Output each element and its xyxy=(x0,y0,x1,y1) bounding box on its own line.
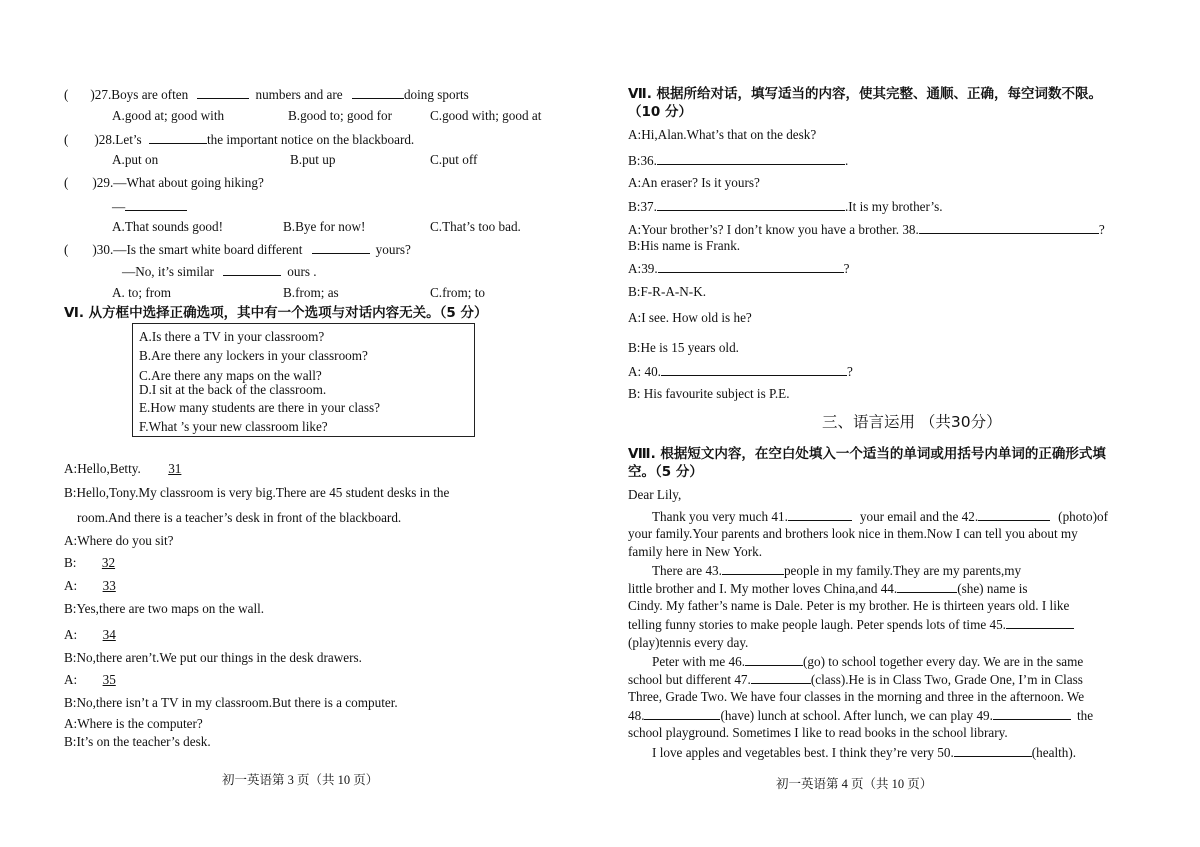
blank-42[interactable] xyxy=(978,508,1050,521)
dialog-line: A:Where do you sit? xyxy=(64,533,174,548)
blank-38[interactable] xyxy=(919,221,1099,234)
answer-blank[interactable] xyxy=(125,198,187,211)
blank-39[interactable] xyxy=(658,260,844,273)
passage-line: Cindy. My father’s name is Dale. Peter is my brother. He is thirteen years old. I like xyxy=(628,598,1070,613)
answer-blank[interactable] xyxy=(223,263,281,276)
blank-36[interactable] xyxy=(657,152,845,165)
dialog-line: room.And there is a teacher’s desk in front of the blackboard. xyxy=(77,510,402,525)
blank-46[interactable] xyxy=(745,653,803,666)
dialog-line: A: 35 xyxy=(64,672,141,688)
option-b: B.good to; good for xyxy=(288,108,393,123)
dialog-line: B:His name is Frank. xyxy=(628,238,741,253)
blank-34[interactable]: 34 xyxy=(102,627,116,642)
section-6-title: Ⅵ. 从方框中选择正确选项，其中有一个选项与对话内容无关。（5 分） xyxy=(64,305,488,321)
box-option-f: F.What ’s your new classroom like? xyxy=(139,419,328,434)
dialog-line: A:Hi,Alan.What’s that on the desk? xyxy=(628,127,817,142)
answer-blank[interactable] xyxy=(197,86,249,99)
passage-line: Three, Grade Two. We have four classes in the morning and three in the afternoon. We xyxy=(628,689,1085,704)
passage-line: Thank you very much 41. your email and the 42. (photo)of xyxy=(652,509,1108,524)
option-c: C.from; to xyxy=(430,285,485,300)
q27-stem: ( )27.Boys are often numbers and are doing sports xyxy=(64,87,469,102)
passage-line: There are 43. people in my family.They are my parents,my xyxy=(652,563,1022,578)
box-option-a: A.Is there a TV in your classroom? xyxy=(139,329,325,344)
passage-line: school playground. Sometimes I like to read books in the school library. xyxy=(628,725,1008,740)
dialog-line: B:It’s on the teacher’s desk. xyxy=(64,734,211,749)
dialog-line: B:Hello,Tony.My classroom is very big.There are 45 student desks in the xyxy=(64,485,450,500)
passage-line: telling funny stories to make people laugh. Peter spends lots of time 45. xyxy=(628,616,1074,633)
dialog-line: B:No,there aren’t.We put our things in the desk drawers. xyxy=(64,650,362,665)
dialog-line: A:39. ? xyxy=(628,261,850,276)
passage-line: Peter with me 46. (go) to school together every day. We are in the same xyxy=(652,654,1084,669)
q30-line2: —No, it’s similar ours . xyxy=(122,264,317,279)
box-option-e: E.How many students are there in your class? xyxy=(139,400,380,415)
option-b: B.put up xyxy=(290,152,336,167)
q30-stem: ( )30.—Is the smart white board different yours? xyxy=(64,242,411,257)
answer-blank[interactable] xyxy=(149,131,207,144)
blank-31[interactable]: 31 xyxy=(168,461,182,476)
dialog-line: B:36. . xyxy=(628,153,849,168)
dialog-line: B:Yes,there are two maps on the wall. xyxy=(64,601,265,616)
answer-blank[interactable] xyxy=(352,86,404,99)
option-a: A.That sounds good! xyxy=(112,219,223,234)
passage-line: (play)tennis every day. xyxy=(628,635,749,650)
box-option-d: D.I sit at the back of the classroom. xyxy=(139,382,327,397)
passage-line: I love apples and vegetables best. I think they’re very 50. (health). xyxy=(652,745,1077,760)
blank-40[interactable] xyxy=(661,363,847,376)
page-footer: 初一英语第 3 页（共 10 页） xyxy=(222,773,379,787)
blank-47[interactable] xyxy=(751,671,811,684)
dialog-line: B:No,there isn’t a TV in my classroom.But there is a computer. xyxy=(64,695,398,710)
box-option-b: B.Are there any lockers in your classroom? xyxy=(139,348,368,363)
dialog-line: B: His favourite subject is P.E. xyxy=(628,386,790,401)
option-a: A.put on xyxy=(112,152,159,167)
part-3-title: 三、语言运用 （共30分） xyxy=(822,413,1002,431)
option-a: A.good at; good with xyxy=(112,108,225,123)
dialog-line: B:He is 15 years old. xyxy=(628,340,739,355)
option-b: B.from; as xyxy=(283,285,339,300)
dialog-line: B:37. .It is my brother’s. xyxy=(628,199,943,214)
dialog-line: A:An eraser? Is it yours? xyxy=(628,175,760,190)
dialog-line: A:Your brother’s? I don’t know you have a brother. 38. ? xyxy=(628,222,1105,237)
dialog-line: A: 33 xyxy=(64,578,141,594)
answer-blank[interactable] xyxy=(312,241,370,254)
blank-48[interactable] xyxy=(644,707,720,720)
q29-answer-line: — xyxy=(112,198,187,215)
blank-43[interactable] xyxy=(722,562,784,575)
blank-49[interactable] xyxy=(993,707,1071,720)
blank-50[interactable] xyxy=(954,744,1032,757)
section-8-title: Ⅷ. 根据短文内容，在空白处填入一个适当的单词或用括号内单词的正确形式填 xyxy=(628,446,1106,462)
blank-41[interactable] xyxy=(788,508,852,521)
passage-greeting: Dear Lily, xyxy=(628,487,682,502)
option-b: B.Bye for now! xyxy=(283,219,366,234)
blank-45[interactable] xyxy=(1006,616,1074,629)
passage-line: family here in New York. xyxy=(628,544,763,559)
passage-line: school but different 47. (class).He is in Class Two, Grade One, I’m in Class xyxy=(628,672,1083,687)
passage-line: 48. (have) lunch at school. After lunch, we can play 49. the xyxy=(628,708,1094,723)
dialog-line: A: 34 xyxy=(64,627,141,643)
answer-paren: ( xyxy=(64,87,69,102)
option-c: C.put off xyxy=(430,152,478,167)
option-c: C.That’s too bad. xyxy=(430,219,521,234)
dialog-line: A:Hello,Betty. 31 xyxy=(64,461,209,477)
dialog-line: B:F-R-A-N-K. xyxy=(628,284,707,299)
box-option-c: C.Are there any maps on the wall? xyxy=(139,368,322,383)
passage-line: your family.Your parents and brothers look nice in them.Now I can tell you about my xyxy=(628,526,1078,541)
dialog-line: B: 32 xyxy=(64,555,140,571)
section-8-score: 空。（5 分） xyxy=(628,464,703,480)
option-a: A. to; from xyxy=(112,285,171,300)
q28-stem: ( )28.Let’s the important notice on the blackboard. xyxy=(64,132,415,147)
blank-33[interactable]: 33 xyxy=(102,578,116,593)
blank-32[interactable]: 32 xyxy=(101,555,116,570)
section-7-title: Ⅶ. 根据所给对话，填写适当的内容，使其完整、通顺、正确，每空词数不限。 xyxy=(628,86,1103,102)
dialog-line: A:Where is the computer? xyxy=(64,716,203,731)
dialog-line: A: 40. ? xyxy=(628,364,853,379)
section-7-score: （10 分） xyxy=(628,104,692,120)
q29-stem: ( )29.—What about going hiking? xyxy=(64,175,264,190)
passage-line: little brother and I. My mother loves China,and 44. (she) name is xyxy=(628,581,1028,596)
dialog-line: A:I see. How old is he? xyxy=(628,310,752,325)
page-footer: 初一英语第 4 页（共 10 页） xyxy=(776,777,933,791)
blank-44[interactable] xyxy=(897,580,957,593)
option-c: C.good with; good at xyxy=(430,108,542,123)
blank-37[interactable] xyxy=(657,198,845,211)
blank-35[interactable]: 35 xyxy=(102,672,116,687)
